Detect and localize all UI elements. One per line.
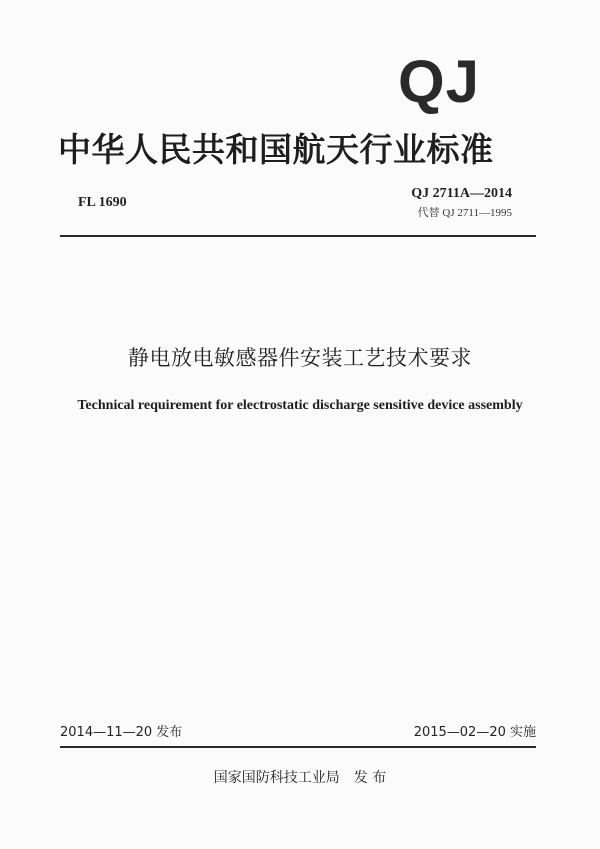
- document-title-chinese: 静电放电敏感器件安装工艺技术要求: [128, 346, 472, 370]
- standard-series-title: 中华人民共和国航天行业标准: [58, 130, 494, 169]
- publisher: 国家国防科技工业局 发 布: [213, 770, 387, 786]
- issue-date: 2014—11—20 发布: [60, 725, 183, 740]
- qj-logo: QJ: [398, 48, 481, 115]
- document-title-english: Technical requirement for electrostatic discharge sensitive device assembly: [77, 398, 523, 413]
- replaces-standard: 代替 QJ 2711—1995: [417, 207, 512, 219]
- bottom-divider: [60, 746, 536, 748]
- effective-date: 2015—02—20 实施: [413, 725, 536, 740]
- classification-code: FL 1690: [78, 195, 127, 210]
- standard-number: QJ 2711A—2014: [411, 186, 512, 201]
- top-divider: [60, 235, 536, 237]
